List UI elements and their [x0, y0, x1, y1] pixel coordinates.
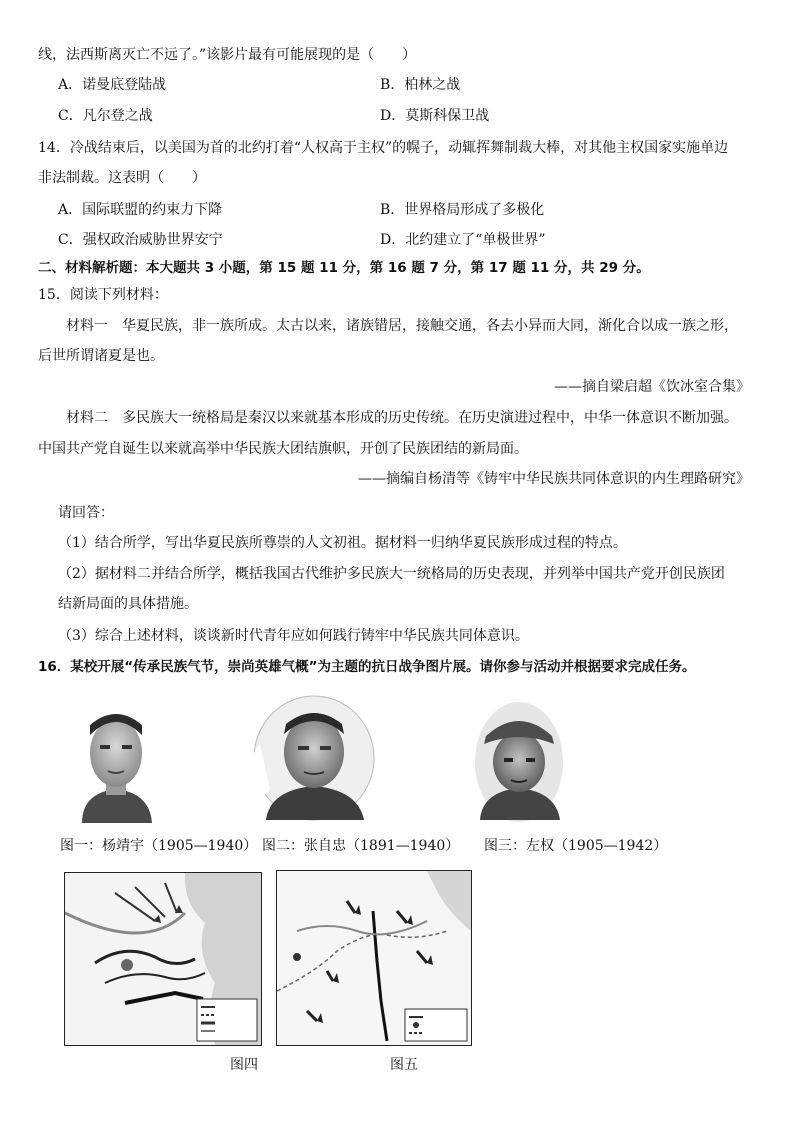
q15-material1-line2: 后世所谓诸夏是也。 [38, 348, 164, 364]
portrait-yang-jingyu [72, 705, 160, 825]
q15-answer-prompt: 请回答： [58, 505, 114, 521]
q15-material2-line1: 材料二 多民族大一统格局是秦汉以来就基本形成的历史传统。在历史演进过程中，中华一体意识不断加强。 [66, 410, 738, 426]
caption-figure-3: 图三：左权（1905—1942） [484, 838, 668, 854]
caption-figure-4: 图四 [230, 1057, 258, 1073]
q15-material2-line2: 中国共产党自诞生以来就高举中华民族大团结旗帜，开创了民族团结的新局面。 [38, 441, 528, 457]
q15-intro: 15．阅读下列材料： [38, 287, 168, 303]
section2-heading: 二、材料解析题：本大题共 3 小题，第 15 题 11 分，第 16 题 7 分，第 17 题 11 分，共 29 分。 [38, 260, 650, 276]
q16-stem: 16．某校开展“传承民族气节，崇尚英雄气概”为主题的抗日战争图片展。请你参与活动并根据要求完成任务。 [38, 659, 696, 675]
q15-material1-source: ——摘自梁启超《饮冰室合集》 [554, 379, 750, 395]
portrait-zhang-zizhong [246, 694, 378, 824]
q14-option-c: C．强权政治威胁世界安宁 [58, 232, 223, 248]
q14-stem-line2: 非法制裁。这表明（ ） [38, 170, 206, 186]
caption-figure-2: 图二：张自忠（1891—1940） [262, 838, 460, 854]
q14-option-d: D．北约建立了“单极世界” [380, 232, 546, 248]
q15-sub2-line1: （2）据材料二并结合所学，概括我国古代维护多民族大一统格局的历史表现，并列举中国共产党开创民族团 [58, 566, 725, 582]
q13-stem-tail: 线，法西斯离灭亡不远了。”该影片最有可能展现的是（ ） [38, 47, 417, 63]
q13-option-b: B．柏林之战 [380, 77, 461, 93]
portrait-zuo-quan [474, 700, 564, 822]
q14-option-b: B．世界格局形成了多极化 [380, 202, 545, 218]
caption-figure-5: 图五 [390, 1057, 418, 1073]
q14-option-a: A．国际联盟的约束力下降 [58, 202, 223, 218]
q15-sub3: （3）综合上述材料，谈谈新时代青年应如何践行铸牢中华民族共同体意识。 [58, 628, 529, 644]
map-figure-4 [64, 872, 262, 1046]
q15-material2-source: ——摘编自杨清等《铸牢中华民族共同体意识的内生理路研究》 [358, 471, 750, 487]
q13-option-a: A．诺曼底登陆战 [58, 77, 167, 93]
q15-sub1: （1）结合所学，写出华夏民族所尊崇的人文初祖。据材料一归纳华夏民族形成过程的特点。 [58, 535, 627, 551]
q13-option-d: D．莫斯科保卫战 [380, 108, 490, 124]
caption-figure-1: 图一：杨靖宇（1905—1940） [60, 838, 258, 854]
q15-material1-line1: 材料一 华夏民族，非一族所成。太古以来，诸族错居，接触交通，各去小异而大同，渐化合以成一族之形， [66, 318, 738, 334]
q14-stem-line1: 14．冷战结束后，以美国为首的北约打着“人权高于主权”的幌子，动辄挥舞制裁大棒，对其他主权国家实施单边 [38, 140, 729, 156]
map-figure-5 [276, 870, 472, 1046]
q13-option-c: C．凡尔登之战 [58, 108, 153, 124]
q15-sub2-line2: 结新局面的具体措施。 [58, 596, 198, 612]
